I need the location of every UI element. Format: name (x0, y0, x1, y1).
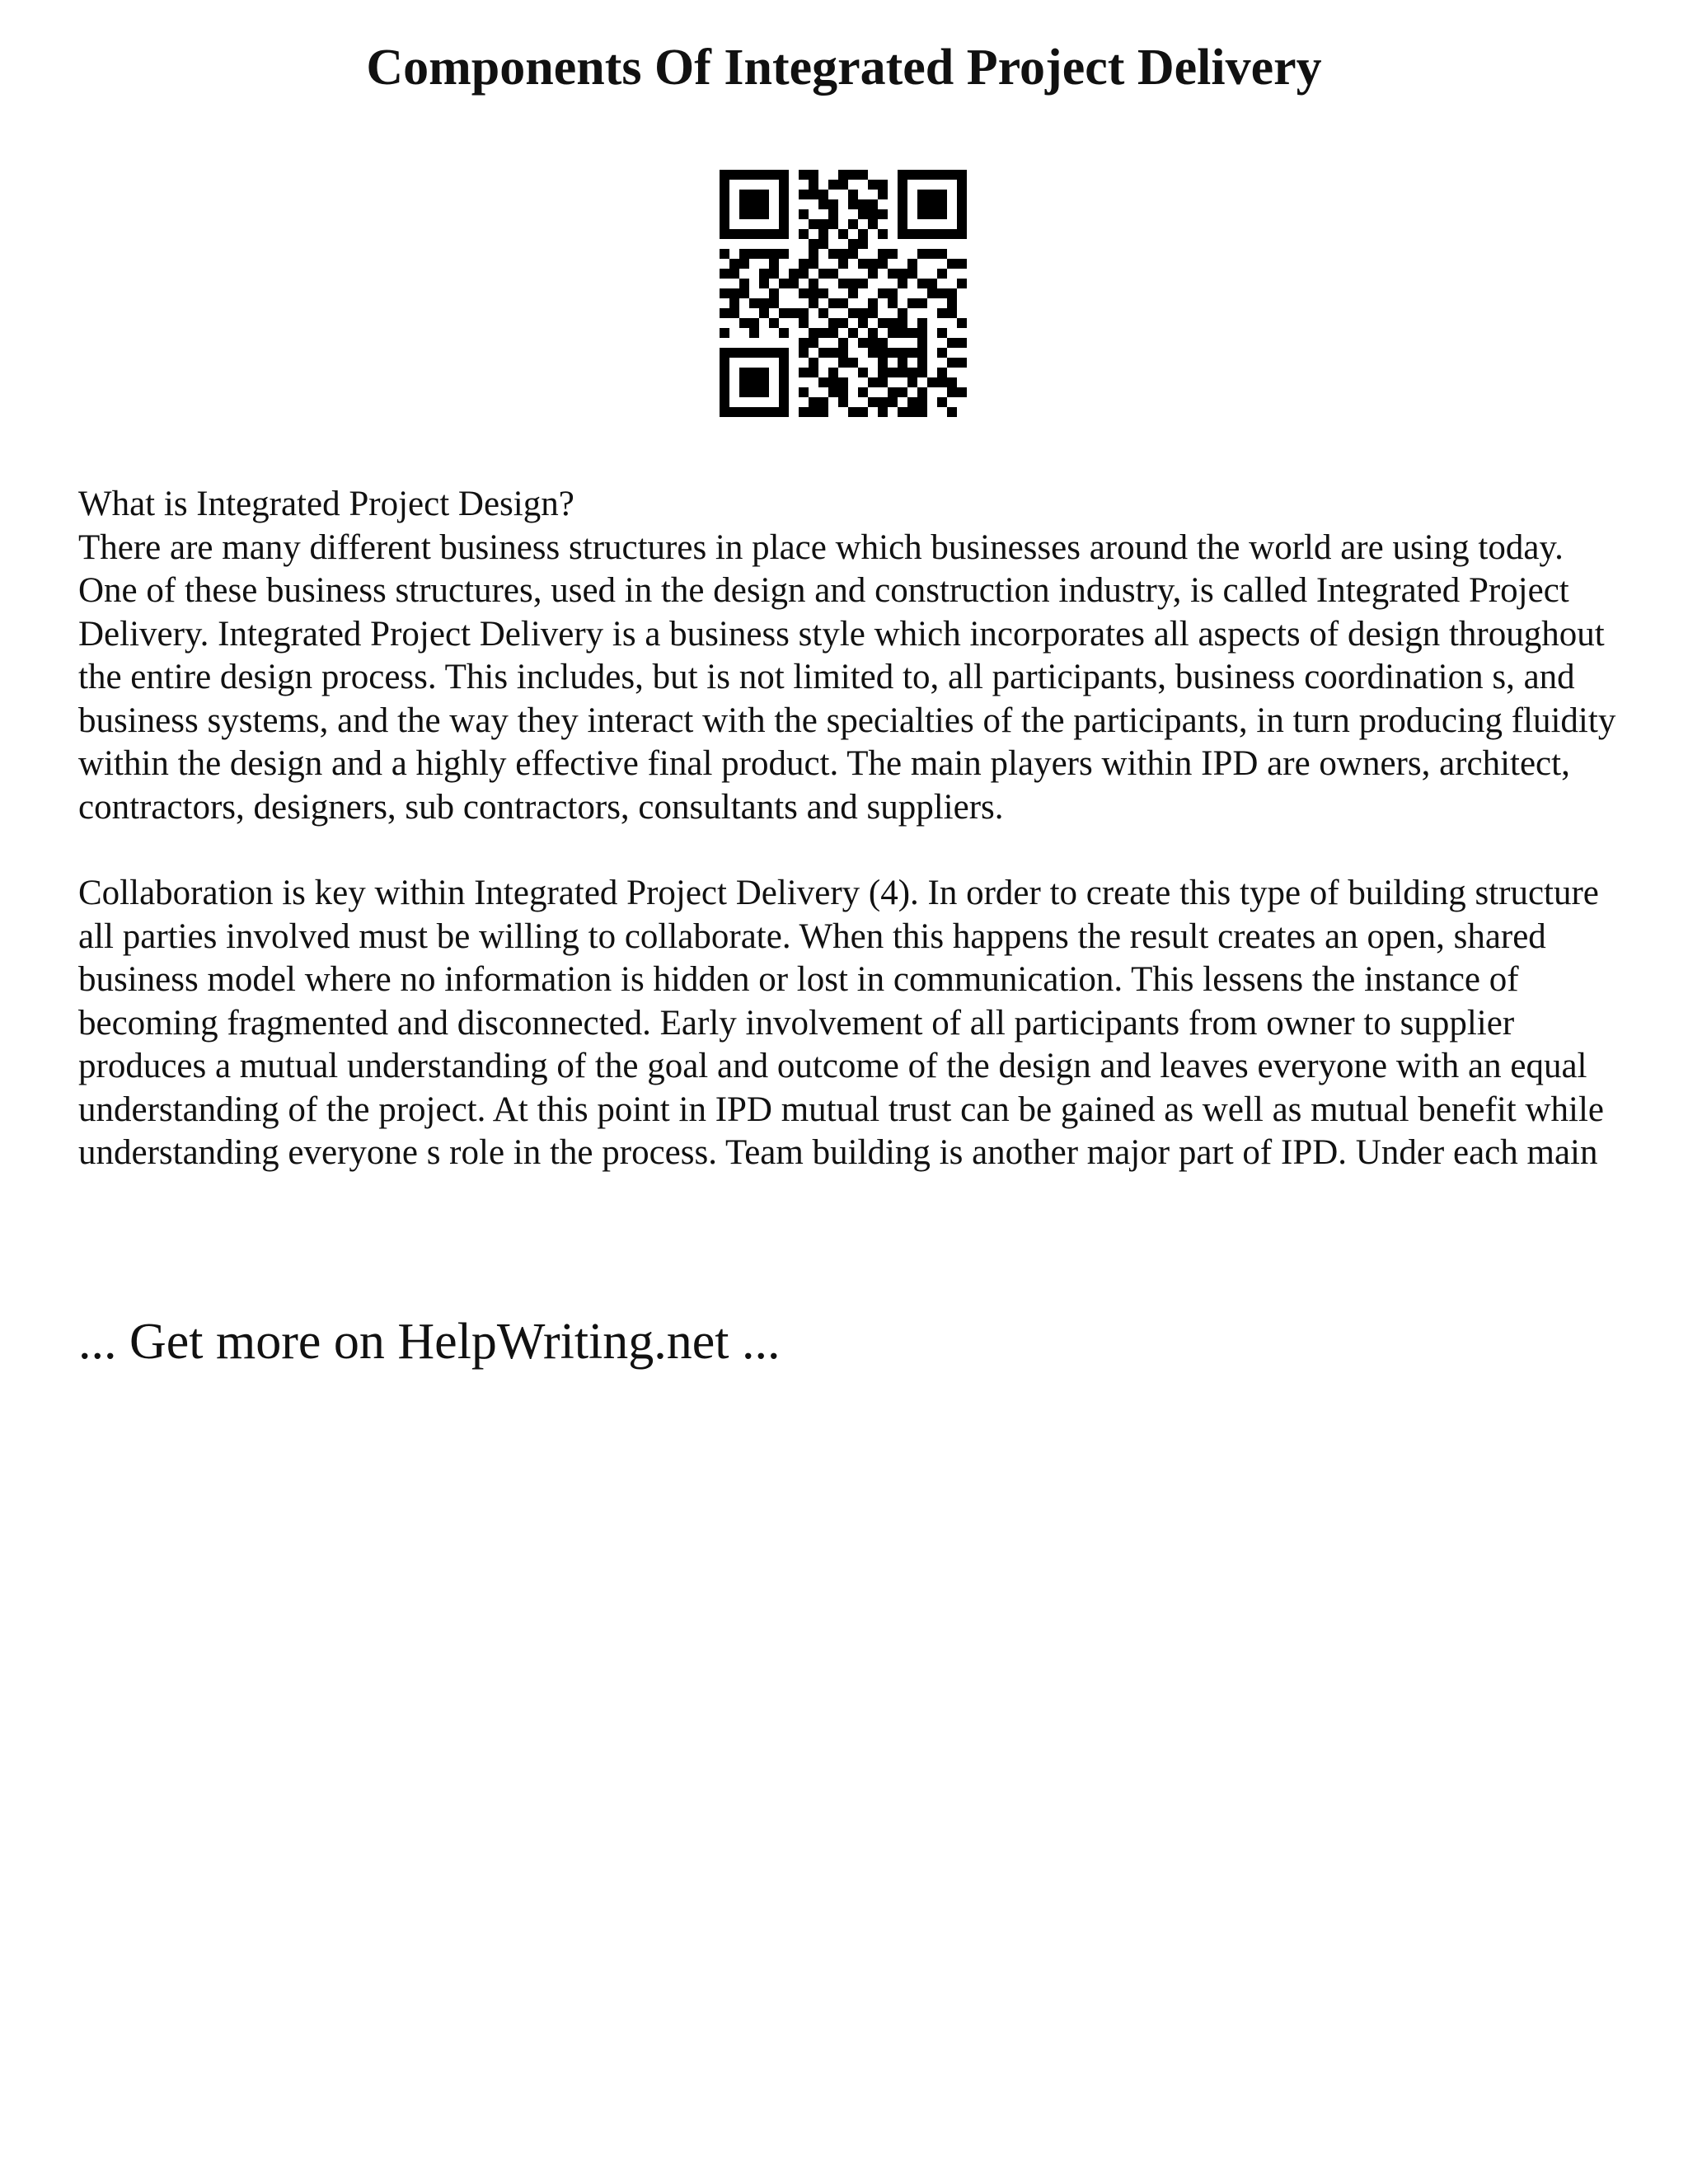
get-more-link[interactable]: ... Get more on HelpWriting.net ... (78, 1314, 781, 1370)
qr-code-icon (720, 170, 967, 417)
paragraph-collaboration: Collaboration is key within Integrated Project Delivery (4). In order to create this type of building structure all parties involved must be willing to collaborate. When this happens the result creates an open, shared business model where no information is hidden or lost in communication. This lessens the instance of becoming fragmented and disconnected. Early involvement of all participants from owner to supplier produces a mutual understanding of the goal and outcome of the design and leaves everyone with an equal understanding of the project. At this point in IPD mutual trust can be gained as well as mutual benefit while understanding everyone s role in the process. Team building is another major part of IPD. Under each main (78, 874, 1604, 1172)
paragraph-intro: There are many different business structures in place which businesses around the world are using today. One of these business structures, used in the design and construction industry, is called Integrated Project Delivery. Integrated Project Delivery is a business style which incorporates all aspects of design throughout the entire design process. This includes, but is not limited to, all participants, business coordination s, and business systems, and the way they interact with the specialties of the participants, in turn producing fluidity within the design and a highly effective final product. The main players within IPD are owners, architect, contractors, designers, sub contractors, consultants and suppliers. (78, 527, 1616, 827)
page-title: Components Of Integrated Project Delivery (366, 40, 1322, 96)
document-body (78, 483, 1628, 1175)
section-heading: What is Integrated Project Design? (78, 485, 574, 523)
